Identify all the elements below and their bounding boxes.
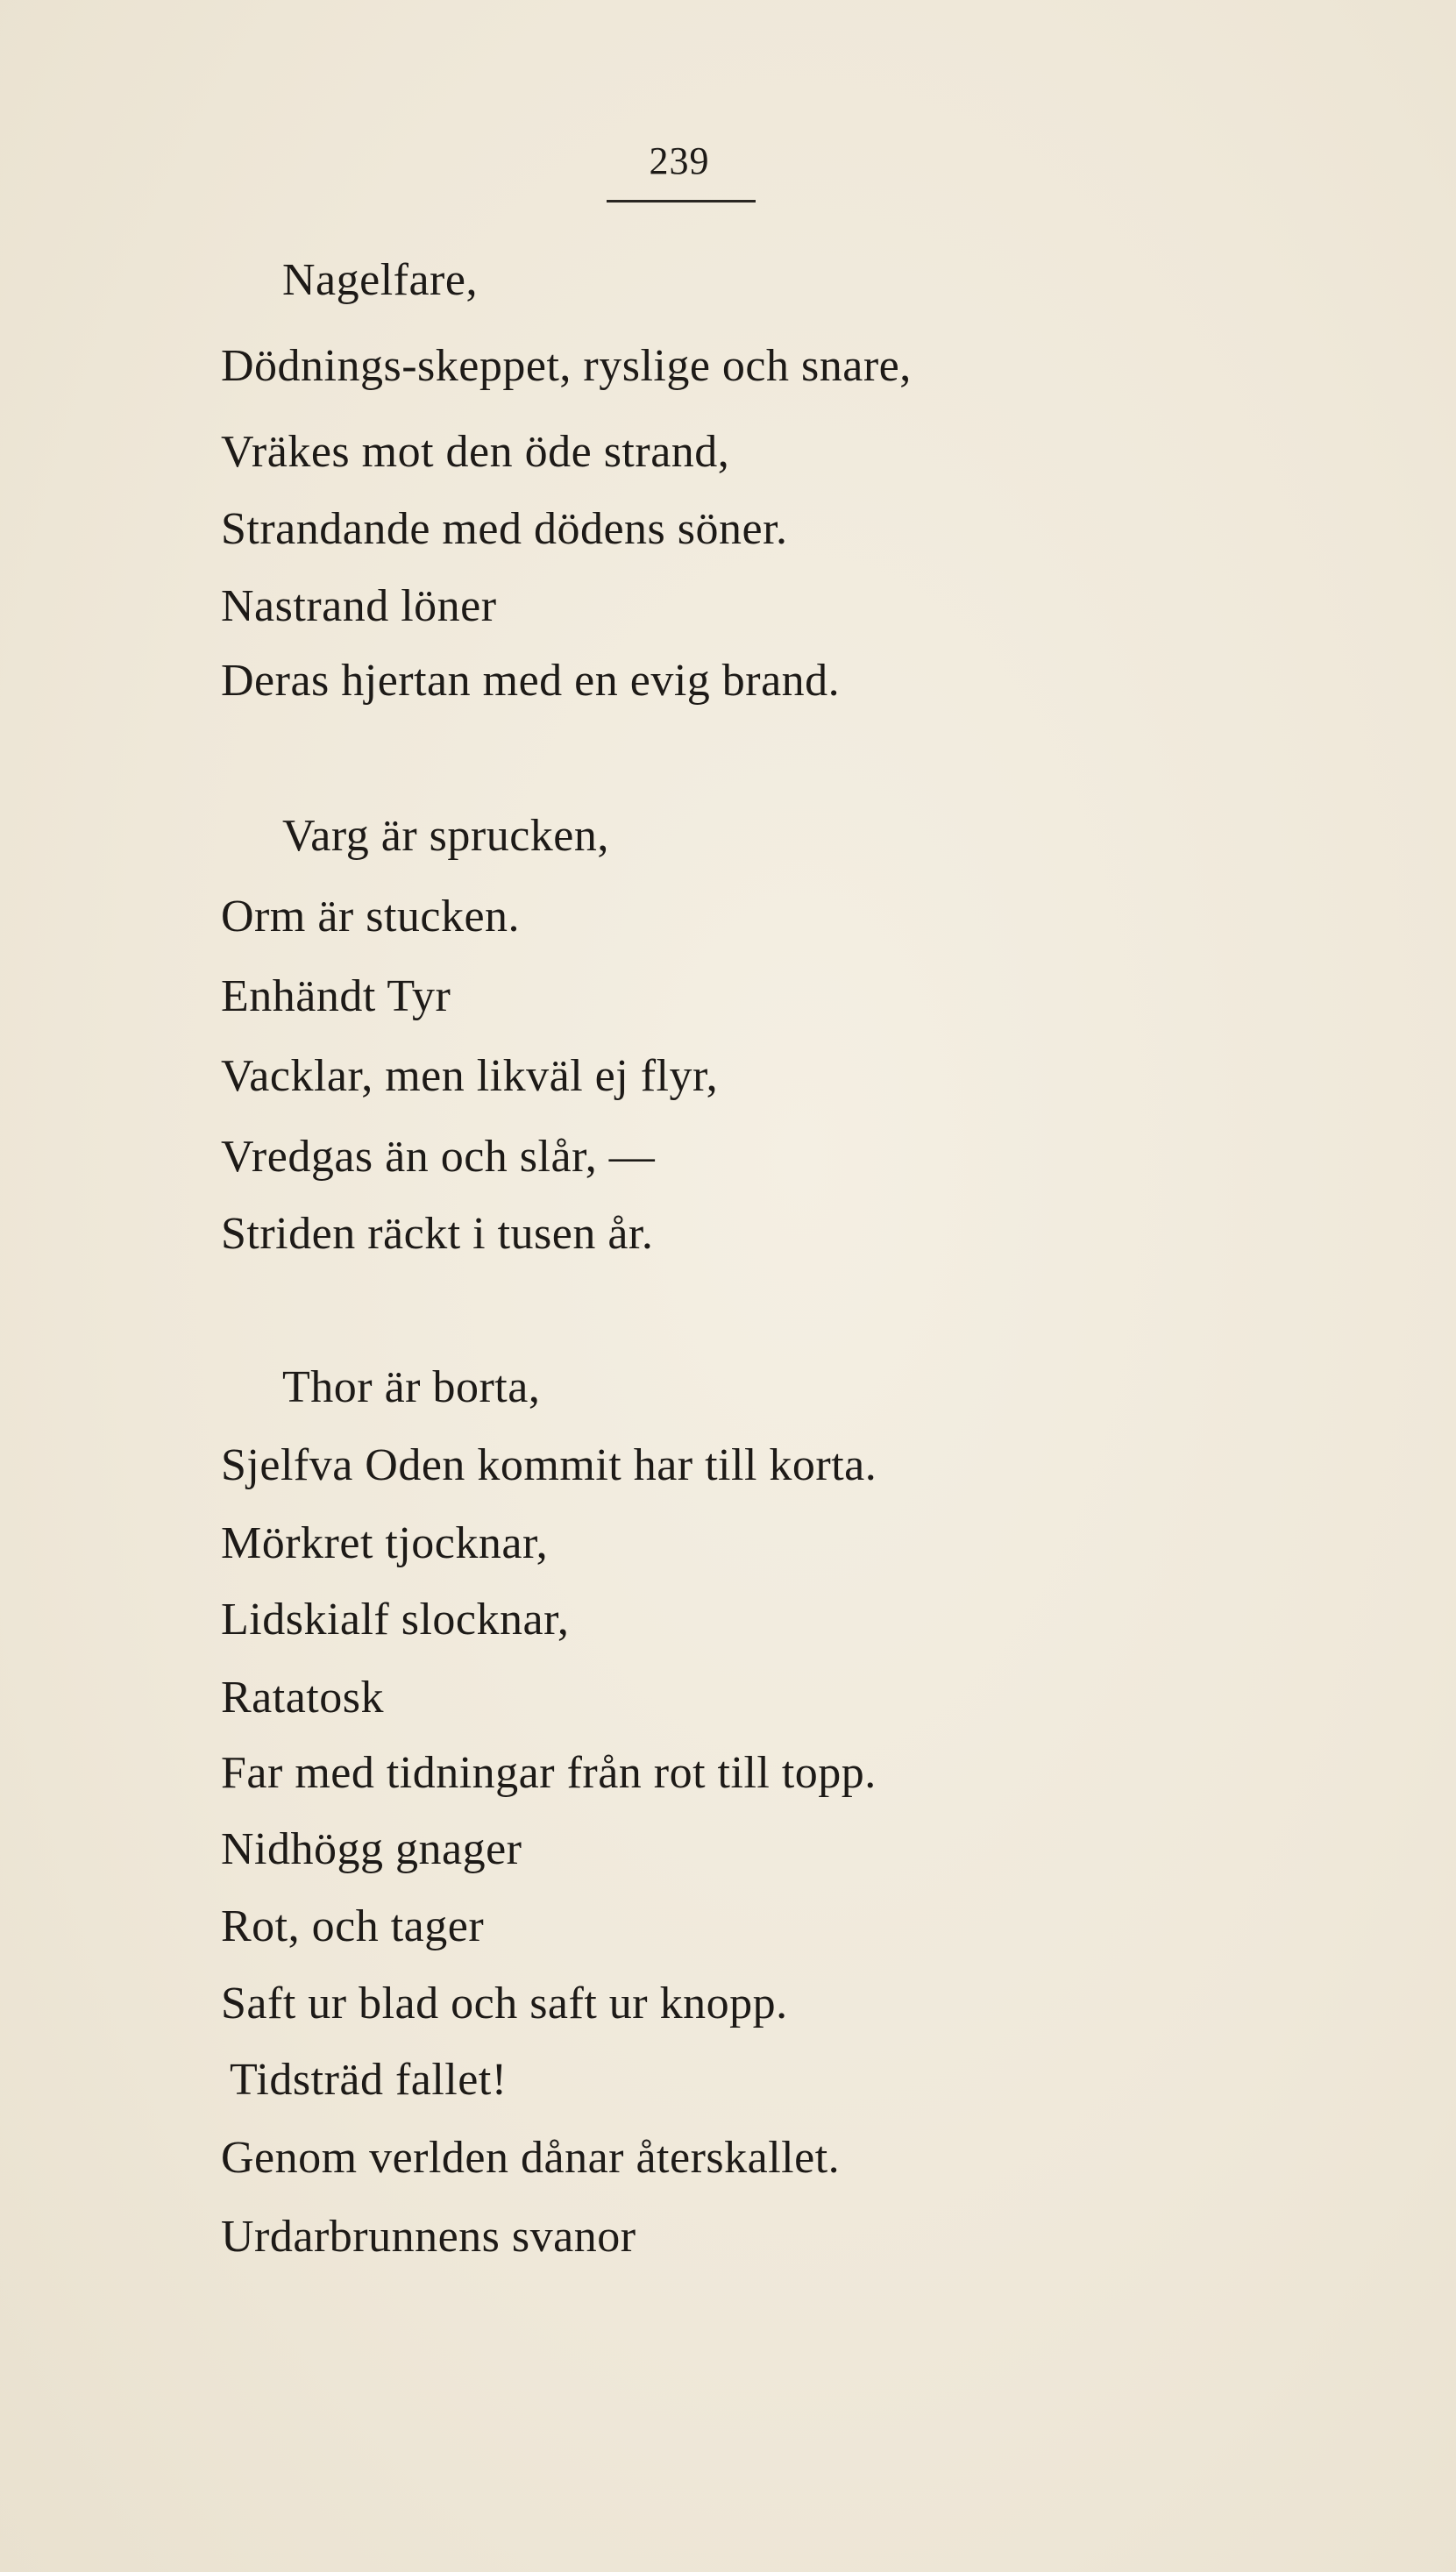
poem-line: Sjelfva Oden kommit har till korta. bbox=[221, 1440, 877, 1490]
poem-line: Nastrand löner bbox=[221, 581, 497, 631]
poem-line: Mörkret tjocknar, bbox=[221, 1518, 549, 1568]
page-number-rule bbox=[607, 200, 756, 202]
poem-line: Ratatosk bbox=[221, 1673, 384, 1723]
poem-line: Vräkes mot den öde strand, bbox=[221, 427, 730, 477]
page-number: 239 bbox=[649, 139, 710, 182]
poem-line: Varg är sprucken, bbox=[282, 811, 609, 861]
poem-line: Tidsträd fallet! bbox=[230, 2055, 508, 2105]
poem-line: Nidhögg gnager bbox=[221, 1824, 522, 1874]
poem-line: Rot, och tager bbox=[221, 1901, 485, 1951]
poem-line: Urdarbrunnens svanor bbox=[221, 2212, 636, 2262]
poem-line: Genom verlden dånar återskallet. bbox=[221, 2133, 841, 2183]
poem-line: Lidskialf slocknar, bbox=[221, 1595, 570, 1645]
poem-line: Thor är borta, bbox=[282, 1362, 541, 1412]
poem-line: Striden räckt i tusen år. bbox=[221, 1209, 654, 1259]
poem-line: Far med tidningar från rot till topp. bbox=[221, 1748, 877, 1798]
poem-line: Deras hjertan med en evig brand. bbox=[221, 656, 841, 706]
poem-line: Enhändt Tyr bbox=[221, 971, 451, 1021]
poem-line: Saft ur blad och saft ur knopp. bbox=[221, 1979, 788, 2028]
poem-line: Dödnings-skeppet, ryslige och snare, bbox=[221, 341, 912, 391]
poem-line: Vacklar, men likväl ej flyr, bbox=[221, 1051, 719, 1101]
poem-line: Strandande med dödens söner. bbox=[221, 504, 788, 554]
poem-line: Vredgas än och slår, — bbox=[221, 1132, 656, 1182]
poem-line: Nagelfare, bbox=[282, 255, 478, 305]
poem-line: Orm är stucken. bbox=[221, 892, 521, 941]
